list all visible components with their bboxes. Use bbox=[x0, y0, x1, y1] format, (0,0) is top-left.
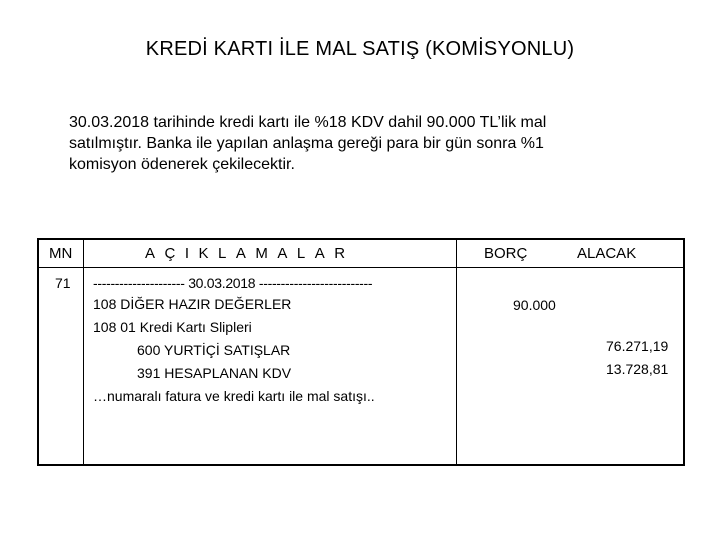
description-line-2: satılmıştır. Banka ile yapılan anlaşma gereği para bir gün sonra %1 bbox=[69, 135, 544, 152]
entry-description: …numaralı fatura ve kredi kartı ile mal satışı.. bbox=[93, 388, 375, 404]
journal-table bbox=[37, 238, 685, 466]
header-alacak: ALACAK bbox=[577, 245, 637, 262]
entry-date-line: --------------------- 30.03.2018 -------------------------- bbox=[93, 275, 373, 291]
description-paragraph bbox=[69, 112, 669, 175]
column-divider-aciklama bbox=[456, 240, 457, 464]
credit-account-kdv: 391 HESAPLANAN KDV bbox=[137, 365, 292, 381]
entry-number: 71 bbox=[55, 275, 71, 291]
page-title: KREDİ KARTI İLE MAL SATIŞ (KOMİSYONLU) bbox=[145, 38, 575, 60]
column-divider-mn bbox=[83, 240, 84, 464]
credit-amount-kdv: 13.728,81 bbox=[606, 361, 669, 377]
header-borc: BORÇ bbox=[484, 245, 528, 262]
header-divider bbox=[39, 267, 683, 268]
description-line-3: komisyon ödenerek çekilecektir. bbox=[69, 156, 295, 173]
header-aciklamalar: AÇIKLAMALAR bbox=[145, 245, 355, 262]
credit-account-sales: 600 YURTİÇİ SATIŞLAR bbox=[137, 342, 291, 358]
debit-sub-account: 108 01 Kredi Kartı Slipleri bbox=[93, 319, 252, 335]
description-line-1: 30.03.2018 tarihinde kredi kartı ile %18 KDV dahil 90.000 TL’lik mal bbox=[69, 114, 547, 131]
credit-amount-sales: 76.271,19 bbox=[606, 338, 669, 354]
debit-amount: 90.000 bbox=[513, 297, 556, 313]
header-mn: MN bbox=[49, 245, 73, 262]
debit-account: 108 DİĞER HAZIR DEĞERLER bbox=[93, 296, 292, 312]
